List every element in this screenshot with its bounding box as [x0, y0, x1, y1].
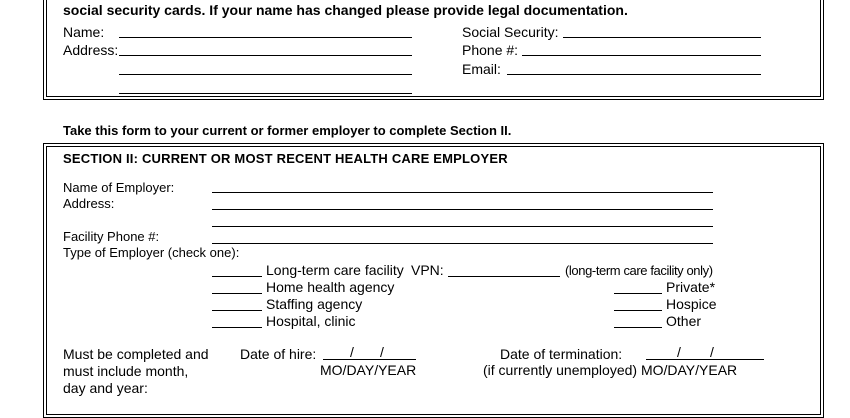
phone-field[interactable] [522, 55, 761, 56]
must-note-line3: day and year: [63, 380, 148, 396]
address-field-2[interactable] [119, 74, 412, 75]
email-label: Email: [462, 61, 501, 77]
type-home-health-label: Home health agency [266, 279, 395, 295]
ltc-note: (long-term care facility only) [565, 263, 713, 278]
type-checkbox-hospital[interactable] [212, 327, 262, 328]
type-checkbox-ltc[interactable] [212, 276, 262, 277]
vpn-field[interactable] [448, 276, 560, 277]
type-staffing-label: Staffing agency [266, 296, 363, 312]
instruction-text: Take this form to your current or former employer to complete Section II. [63, 123, 512, 138]
facility-phone-label: Facility Phone #: [63, 229, 160, 244]
employer-address-label: Address: [63, 196, 115, 211]
employer-address-field-1[interactable] [212, 209, 713, 210]
type-hospital-label: Hospital, clinic [266, 313, 356, 329]
ltc-checkbox-hospice[interactable] [614, 310, 662, 311]
employer-field[interactable] [212, 192, 713, 193]
ltc-hospice-label: Hospice [666, 296, 717, 312]
facility-phone-field[interactable] [212, 243, 713, 244]
type-ltc-label: Long-term care facility [266, 262, 404, 278]
name-field[interactable] [119, 37, 412, 38]
termination-date-slash-2: / [710, 344, 714, 360]
ssn-label: Social Security: [462, 24, 559, 40]
ltc-checkbox-other[interactable] [614, 327, 662, 328]
section2-title: SECTION II: CURRENT OR MOST RECENT HEALTH CARE EMPLOYER [63, 151, 508, 166]
name-label: Name: [63, 24, 105, 40]
must-note-line2: must include month, [63, 363, 189, 379]
termination-note: (if currently unemployed) MO/DAY/YEAR [483, 362, 738, 378]
address-field-1[interactable] [119, 55, 412, 56]
hire-date-format: MO/DAY/YEAR [320, 362, 417, 378]
address-field-3[interactable] [119, 93, 412, 94]
section1-intro: social security cards. If your name has changed please provide legal documentation. [63, 2, 628, 18]
type-checkbox-home-health[interactable] [212, 293, 262, 294]
email-field[interactable] [507, 74, 761, 75]
termination-date-field[interactable] [646, 359, 764, 360]
employer-address-field-2[interactable] [212, 226, 713, 227]
type-checkbox-staffing[interactable] [212, 310, 262, 311]
hire-date-slash-2: / [380, 344, 384, 360]
ssn-field[interactable] [563, 37, 761, 38]
hire-date-field[interactable] [323, 359, 416, 360]
ltc-checkbox-private[interactable] [614, 293, 662, 294]
hire-date-slash-1: / [350, 344, 354, 360]
ltc-other-label: Other [666, 313, 702, 329]
termination-date-slash-1: / [677, 344, 681, 360]
vpn-label: VPN: [411, 262, 444, 278]
employer-label: Name of Employer: [63, 180, 175, 195]
address-label: Address: [63, 42, 119, 58]
hire-date-label: Date of hire: [240, 346, 317, 362]
termination-date-label: Date of termination: [500, 346, 623, 362]
employer-type-label: Type of Employer (check one): [63, 245, 240, 260]
must-note-line1: Must be completed and [63, 346, 209, 362]
phone-label: Phone #: [462, 42, 519, 58]
ltc-private-label: Private* [666, 279, 716, 295]
